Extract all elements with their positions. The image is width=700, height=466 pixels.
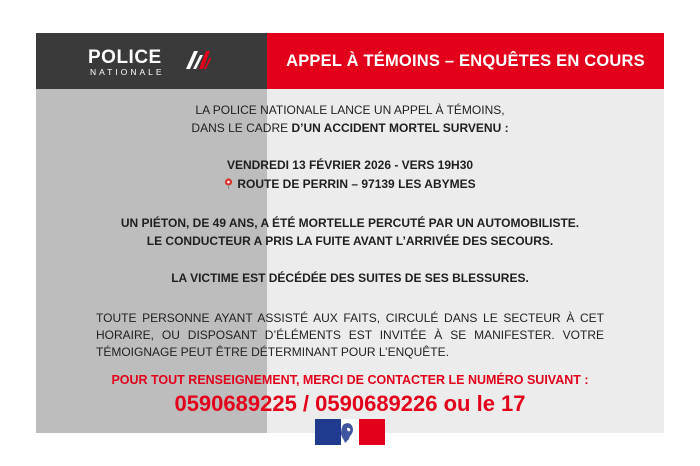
event-location-line [36, 177, 664, 191]
appeal-line-3: TÉMOIGNAGE PEUT ÊTRE DÉTERMINANT POUR L’ENQUÊTE. [96, 345, 449, 359]
intro-line-2 [36, 121, 664, 135]
appeal-paragraph [96, 310, 604, 361]
appeal-card [36, 33, 664, 433]
intro-line-1: LA POLICE NATIONALE LANCE UN APPEL À TÉMOINS, [195, 103, 505, 117]
intro-line-2-bold: D’UN ACCIDENT MORTEL SURVENU : [291, 121, 509, 135]
police-wing-icon [184, 49, 212, 71]
header-title-banner [267, 33, 664, 89]
contact-phone-numbers: 0590689225 / 0590689226 ou le 17 [174, 391, 526, 416]
map-pin-icon [224, 178, 233, 189]
event-location: ROUTE DE PERRIN – 97139 LES ABYMES [237, 177, 476, 191]
appeal-content [36, 89, 664, 433]
event-date: VENDREDI 13 FÉVRIER 2026 - VERS 19H30 [226, 158, 474, 172]
facts-line-1: UN PIÉTON, DE 49 ANS, A ÉTÉ MORTELLE PERCUTÉ PAR UN AUTOMOBILISTE. [120, 216, 580, 230]
logo-police-text: POLICE [88, 47, 162, 68]
logo-nationale-text: NATIONALE [90, 67, 165, 77]
appeal-line-1: TOUTE PERSONNE AYANT ASSISTÉ AUX FAITS, CIRCULÉ DANS LE SECTEUR À CET [96, 311, 604, 325]
header-logo-area [36, 33, 267, 89]
contact-label: POUR TOUT RENSEIGNEMENT, MERCI DE CONTACTER LE NUMÉRO SUIVANT : [111, 373, 589, 387]
facts-line-3: LA VICTIME EST DÉCÉDÉE DES SUITES DE SES BLESSURES. [171, 271, 529, 285]
page-title: APPEL À TÉMOINS – ENQUÊTES EN COURS [286, 51, 645, 70]
facts-line-2: LE CONDUCTEUR A PRIS LA FUITE AVANT L’ARRIVÉE DES SECOURS. [146, 234, 554, 248]
intro-line-2-normal: DANS LE CADRE [191, 121, 292, 135]
marianne-flag-icon [315, 419, 385, 445]
appeal-line-2: HORAIRE, OU DISPOSANT D’ÉLÉMENTS EST INVITÉE À SE MANIFESTER. VOTRE [96, 328, 604, 342]
police-nationale-logo [88, 47, 218, 77]
